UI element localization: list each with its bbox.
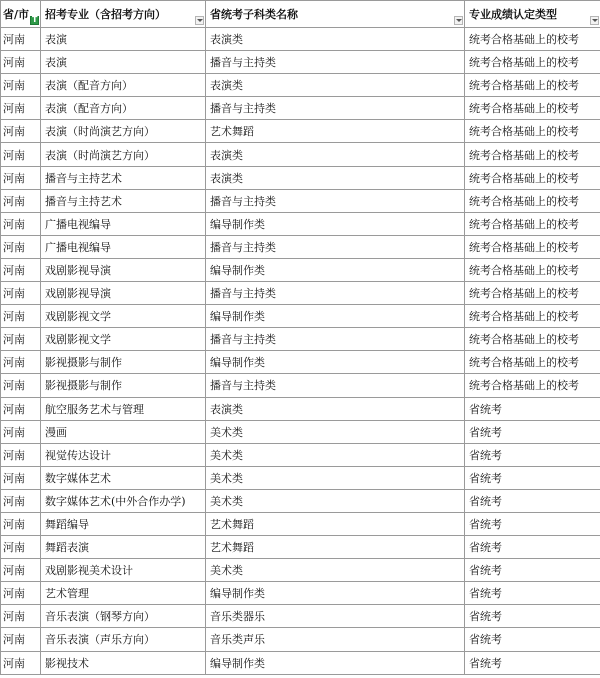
table-row: [1, 51, 600, 74]
cell-province[interactable]: 河南: [1, 328, 41, 351]
header-row: [1, 1, 600, 28]
table-row: [1, 74, 600, 97]
cell-province[interactable]: 河南: [1, 443, 41, 466]
cell-major[interactable]: 表演（配音方向）: [41, 97, 206, 120]
filter-dropdown-icon[interactable]: [590, 16, 599, 25]
cell-major[interactable]: 广播电视编导: [41, 235, 206, 258]
header-label: 专业成绩认定类型: [469, 8, 557, 21]
cell-major[interactable]: 戏剧影视文学: [41, 328, 206, 351]
cell-subcategory[interactable]: 编导制作类: [206, 212, 465, 235]
cell-score-type[interactable]: 统考合格基础上的校考: [465, 328, 600, 351]
cell-major[interactable]: 影视技术: [41, 651, 206, 674]
cell-subcategory[interactable]: 表演类: [206, 143, 465, 166]
table-row: [1, 489, 600, 512]
cell-major[interactable]: 音乐表演（钢琴方向）: [41, 605, 206, 628]
table-row: [1, 605, 600, 628]
cell-score-type[interactable]: 省统考: [465, 512, 600, 535]
cell-major[interactable]: 影视摄影与制作: [41, 374, 206, 397]
cell-major[interactable]: 音乐表演（声乐方向）: [41, 628, 206, 651]
header-label: 招考专业（含招考方向）: [45, 8, 166, 21]
cell-major[interactable]: 舞蹈编导: [41, 512, 206, 535]
cell-score-type[interactable]: 省统考: [465, 397, 600, 420]
cell-subcategory[interactable]: 美术类: [206, 559, 465, 582]
cell-score-type[interactable]: 统考合格基础上的校考: [465, 97, 600, 120]
cell-province[interactable]: 河南: [1, 374, 41, 397]
cell-province[interactable]: 河南: [1, 466, 41, 489]
table-row: [1, 582, 600, 605]
header-label: 省/市: [3, 8, 30, 21]
table-row: [1, 97, 600, 120]
cell-score-type[interactable]: 统考合格基础上的校考: [465, 305, 600, 328]
cell-subcategory[interactable]: 表演类: [206, 74, 465, 97]
cell-score-type[interactable]: 统考合格基础上的校考: [465, 189, 600, 212]
cell-major[interactable]: 舞蹈表演: [41, 536, 206, 559]
cell-score-type[interactable]: 省统考: [465, 582, 600, 605]
cell-subcategory[interactable]: 播音与主持类: [206, 374, 465, 397]
cell-score-type[interactable]: 统考合格基础上的校考: [465, 74, 600, 97]
table-row: [1, 651, 600, 674]
cell-score-type[interactable]: 统考合格基础上的校考: [465, 374, 600, 397]
cell-province[interactable]: 河南: [1, 258, 41, 281]
cell-major[interactable]: 漫画: [41, 420, 206, 443]
cell-subcategory[interactable]: 艺术舞蹈: [206, 120, 465, 143]
cell-province[interactable]: 河南: [1, 212, 41, 235]
cell-subcategory[interactable]: 艺术舞蹈: [206, 536, 465, 559]
cell-major[interactable]: 广播电视编导: [41, 212, 206, 235]
table-body: [1, 28, 600, 675]
cell-province[interactable]: 河南: [1, 74, 41, 97]
cell-province[interactable]: 河南: [1, 235, 41, 258]
cell-subcategory[interactable]: 美术类: [206, 466, 465, 489]
table-row: [1, 305, 600, 328]
cell-major[interactable]: 戏剧影视文学: [41, 305, 206, 328]
cell-province[interactable]: 河南: [1, 651, 41, 674]
cell-score-type[interactable]: 省统考: [465, 651, 600, 674]
cell-subcategory[interactable]: 艺术舞蹈: [206, 512, 465, 535]
cell-subcategory[interactable]: 播音与主持类: [206, 51, 465, 74]
cell-subcategory[interactable]: 播音与主持类: [206, 235, 465, 258]
table-row: [1, 512, 600, 535]
cell-score-type[interactable]: 统考合格基础上的校考: [465, 166, 600, 189]
cell-major[interactable]: 艺术管理: [41, 582, 206, 605]
cell-subcategory[interactable]: 美术类: [206, 420, 465, 443]
cell-province[interactable]: 河南: [1, 166, 41, 189]
cell-major[interactable]: 表演: [41, 51, 206, 74]
cell-major[interactable]: 戏剧影视导演: [41, 282, 206, 305]
table-row: [1, 282, 600, 305]
cell-score-type[interactable]: 统考合格基础上的校考: [465, 258, 600, 281]
table-row: [1, 28, 600, 51]
cell-score-type[interactable]: 统考合格基础上的校考: [465, 51, 600, 74]
cell-score-type[interactable]: 统考合格基础上的校考: [465, 212, 600, 235]
table-row: [1, 212, 600, 235]
table-row: [1, 328, 600, 351]
cell-major[interactable]: 播音与主持艺术: [41, 189, 206, 212]
cell-score-type[interactable]: 统考合格基础上的校考: [465, 235, 600, 258]
table-row: [1, 351, 600, 374]
header-major: [41, 1, 206, 28]
header-province: [1, 1, 41, 28]
cell-score-type[interactable]: 统考合格基础上的校考: [465, 351, 600, 374]
cell-province[interactable]: 河南: [1, 189, 41, 212]
header-label: 省统考子科类名称: [210, 8, 298, 21]
cell-score-type[interactable]: 省统考: [465, 628, 600, 651]
cell-subcategory[interactable]: 美术类: [206, 443, 465, 466]
cell-province[interactable]: 河南: [1, 559, 41, 582]
cell-province[interactable]: 河南: [1, 51, 41, 74]
table-row: [1, 559, 600, 582]
cell-subcategory[interactable]: 表演类: [206, 166, 465, 189]
cell-province[interactable]: 河南: [1, 143, 41, 166]
header-subcategory: [206, 1, 465, 28]
cell-score-type[interactable]: 省统考: [465, 489, 600, 512]
filter-dropdown-icon[interactable]: [454, 16, 463, 25]
cell-subcategory[interactable]: 编导制作类: [206, 258, 465, 281]
cell-province[interactable]: 河南: [1, 282, 41, 305]
table-row: [1, 466, 600, 489]
table-row: [1, 235, 600, 258]
cell-score-type[interactable]: 省统考: [465, 443, 600, 466]
table-row: [1, 443, 600, 466]
cell-score-type[interactable]: 省统考: [465, 420, 600, 443]
cell-province[interactable]: 河南: [1, 512, 41, 535]
cell-province[interactable]: 河南: [1, 420, 41, 443]
cell-score-type[interactable]: 统考合格基础上的校考: [465, 282, 600, 305]
table-row: [1, 143, 600, 166]
cell-province[interactable]: 河南: [1, 489, 41, 512]
cell-score-type[interactable]: 统考合格基础上的校考: [465, 143, 600, 166]
cell-score-type[interactable]: 省统考: [465, 559, 600, 582]
cell-province[interactable]: 河南: [1, 582, 41, 605]
cell-province[interactable]: 河南: [1, 628, 41, 651]
cell-subcategory[interactable]: 播音与主持类: [206, 282, 465, 305]
filter-active-icon[interactable]: [30, 16, 39, 25]
cell-major[interactable]: 数字媒体艺术: [41, 466, 206, 489]
cell-province[interactable]: 河南: [1, 97, 41, 120]
cell-score-type[interactable]: 省统考: [465, 466, 600, 489]
cell-score-type[interactable]: 统考合格基础上的校考: [465, 28, 600, 51]
table-row: [1, 374, 600, 397]
cell-subcategory[interactable]: 播音与主持类: [206, 328, 465, 351]
cell-subcategory[interactable]: 编导制作类: [206, 305, 465, 328]
cell-subcategory[interactable]: 表演类: [206, 28, 465, 51]
cell-subcategory[interactable]: 音乐类声乐: [206, 628, 465, 651]
cell-subcategory[interactable]: 编导制作类: [206, 651, 465, 674]
cell-score-type[interactable]: 省统考: [465, 605, 600, 628]
cell-major[interactable]: 表演（时尚演艺方向）: [41, 120, 206, 143]
cell-province[interactable]: 河南: [1, 397, 41, 420]
table-row: [1, 628, 600, 651]
cell-major[interactable]: 戏剧影视导演: [41, 258, 206, 281]
cell-subcategory[interactable]: 表演类: [206, 397, 465, 420]
cell-score-type[interactable]: 统考合格基础上的校考: [465, 120, 600, 143]
cell-major[interactable]: 影视摄影与制作: [41, 351, 206, 374]
cell-major[interactable]: 航空服务艺术与管理: [41, 397, 206, 420]
cell-major[interactable]: 表演（时尚演艺方向）: [41, 143, 206, 166]
cell-subcategory[interactable]: 编导制作类: [206, 351, 465, 374]
cell-province[interactable]: 河南: [1, 305, 41, 328]
cell-subcategory[interactable]: 美术类: [206, 489, 465, 512]
table-row: [1, 120, 600, 143]
header-score-type: [465, 1, 600, 28]
table-row: [1, 258, 600, 281]
cell-subcategory[interactable]: 播音与主持类: [206, 97, 465, 120]
table-row: [1, 166, 600, 189]
filter-dropdown-icon[interactable]: [195, 16, 204, 25]
table-row: [1, 397, 600, 420]
cell-province[interactable]: 河南: [1, 120, 41, 143]
cell-subcategory[interactable]: 音乐类器乐: [206, 605, 465, 628]
cell-province[interactable]: 河南: [1, 536, 41, 559]
cell-major[interactable]: 播音与主持艺术: [41, 166, 206, 189]
cell-score-type[interactable]: 省统考: [465, 536, 600, 559]
cell-province[interactable]: 河南: [1, 28, 41, 51]
cell-province[interactable]: 河南: [1, 605, 41, 628]
cell-major[interactable]: 表演: [41, 28, 206, 51]
cell-major[interactable]: 数字媒体艺术(中外合作办学): [41, 489, 206, 512]
table-row: [1, 536, 600, 559]
cell-major[interactable]: 视觉传达设计: [41, 443, 206, 466]
cell-major[interactable]: 戏剧影视美术设计: [41, 559, 206, 582]
table-row: [1, 420, 600, 443]
cell-subcategory[interactable]: 编导制作类: [206, 582, 465, 605]
cell-subcategory[interactable]: 播音与主持类: [206, 189, 465, 212]
table-row: [1, 189, 600, 212]
cell-province[interactable]: 河南: [1, 351, 41, 374]
cell-major[interactable]: 表演（配音方向）: [41, 74, 206, 97]
